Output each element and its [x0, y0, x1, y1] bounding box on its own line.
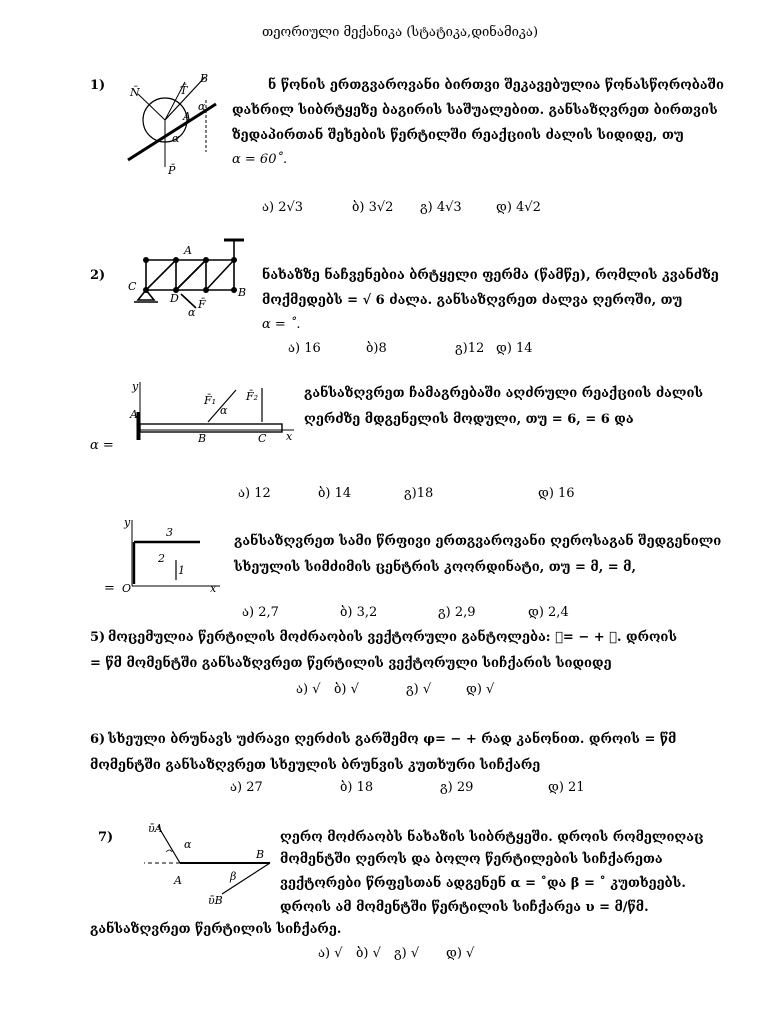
label-T: T̄ — [180, 84, 188, 97]
label-alpha: α — [220, 404, 228, 417]
answer-option[interactable]: ა) 12 — [238, 486, 271, 501]
answer-option[interactable]: დ) √ — [466, 682, 495, 697]
label-P: P̄ — [168, 164, 176, 177]
problem-2-figure — [126, 232, 256, 320]
label-1: 1 — [178, 564, 185, 577]
answer-option[interactable]: გ) 2,9 — [438, 605, 476, 620]
problem-number: 2) — [90, 268, 106, 283]
answer-option[interactable]: დ) 14 — [496, 341, 533, 356]
answer-option[interactable]: დ) 2,4 — [528, 605, 569, 620]
label-vB: ῡB — [208, 894, 223, 907]
answer-option[interactable]: გ) 4√3 — [420, 200, 462, 215]
problem-3-figure — [128, 380, 298, 450]
label-F: F̄ — [198, 298, 206, 311]
answer-option[interactable]: ბ) √ — [356, 946, 381, 961]
problem-7-line: ვექტორები წრფესთან ადგენენ α = ˚და β = ˚ კუთხეებს. — [280, 876, 686, 891]
problem-4-line: სხეულის სიმძიმის ცენტრის კოორდინატი, თუ = მ, = მ, — [234, 560, 637, 575]
problem-5-line: = წმ მომენტში განსაზღვრეთ წერტილის ვექტორული სიჩქარის სიდიდე — [90, 656, 612, 671]
label-D: D — [170, 292, 179, 305]
label-B: B — [200, 72, 209, 85]
problem-2-line: მოქმედებს = √ 6 ძალა. განსაზღვრეთ ძალვა ღეროში, თუ — [262, 293, 683, 308]
problem-number: 1) — [90, 78, 106, 93]
label-C: C — [128, 280, 137, 293]
problem-1-figure — [120, 72, 220, 182]
label-A: A — [184, 244, 192, 257]
problem-1-line: ნ წონის ერთგვაროვანი ბირთვი შეკავებულია წონასწორობაში — [268, 78, 724, 93]
problem-1-line: ზედაპირთან შეხების წერტილში რეაქციის ძალის სიდიდე, თუ — [232, 128, 684, 143]
label-B: B — [238, 286, 247, 299]
page-title: თეორიული მექანიკა (სტატიკა,დინამიკა) — [262, 25, 539, 40]
label-B: B — [256, 848, 265, 861]
label-alpha: α — [172, 132, 180, 145]
problem-2-line: α = ˚. — [262, 317, 301, 332]
label-2: 2 — [158, 552, 165, 565]
problem-7-figure — [140, 818, 280, 918]
answer-option[interactable]: ბ) 18 — [340, 780, 374, 795]
answer-option[interactable]: ა) √ — [318, 946, 343, 961]
problem-6-line: სხეული ბრუნავს უძრავი ღერძის გარშემო φ= − + რად კანონით. დროის = წმ — [108, 732, 677, 747]
problem-1-line: α = 60˚. — [232, 152, 288, 167]
answer-option[interactable]: გ)12 — [455, 341, 485, 356]
label-alpha: α — [188, 306, 196, 319]
problem-7-line: მომენტში ღეროს და ბოლო წერტილების სიჩქარეთა — [280, 852, 663, 867]
label-A: A — [174, 874, 182, 887]
answer-option[interactable]: დ) 16 — [538, 486, 575, 501]
answer-option[interactable]: ბ) √ — [334, 682, 359, 697]
problem-7-line: ღერო მოძრაობს ნახაზის სიბრტყეში. დროის რომელიღაც — [280, 830, 704, 845]
answer-option[interactable]: ა) 2√3 — [262, 200, 304, 215]
label-vA: ῡA — [148, 822, 163, 835]
answer-option[interactable]: გ) 29 — [440, 780, 474, 795]
problem-6-line: 6) — [90, 732, 106, 747]
label-beta: β — [230, 870, 237, 883]
problem-4-figure — [120, 514, 230, 594]
answer-option[interactable]: ა) 16 — [288, 341, 321, 356]
label-x: x — [210, 582, 217, 595]
answer-option[interactable]: დ) 21 — [548, 780, 585, 795]
label-alpha: α — [198, 100, 206, 113]
label-B: B — [198, 432, 207, 445]
answer-option[interactable]: ბ)8 — [366, 341, 387, 356]
answer-option[interactable]: ბ) 3,2 — [340, 605, 378, 620]
label-alpha: α — [184, 838, 192, 851]
label-y: y — [124, 516, 131, 529]
label-C: C — [258, 432, 267, 445]
problem-5-line: მოცემულია წერტილის მოძრაობის ვექტორული განტოლება: ⃗= − + ⃗. დროის — [108, 630, 678, 645]
label-A: A — [130, 408, 138, 421]
answer-option[interactable]: ბ) 14 — [318, 486, 352, 501]
problem-2-line: ნახაზზე ნაჩვენებია ბრტყელი ფერმა (წამწე), რომლის კვანძზე — [262, 268, 719, 283]
label-A: A — [183, 110, 191, 123]
answer-option[interactable]: ა) 27 — [230, 780, 263, 795]
answer-option[interactable]: დ) 4√2 — [496, 200, 541, 215]
problem-3-line: განსაზღვრეთ ჩამაგრებაში აღძრული რეაქციის ძალის — [304, 386, 704, 401]
answer-option[interactable]: ა) 2,7 — [242, 605, 279, 620]
problem-3-line: α = — [90, 438, 114, 453]
label-3: 3 — [166, 526, 173, 539]
problem-7-line: განსაზღვრეთ წერტილის სიჩქარე. — [90, 922, 342, 937]
label-x: x — [286, 430, 293, 443]
label-F2: F̄₂ — [246, 390, 259, 403]
problem-4-line: = — [104, 581, 115, 596]
answer-option[interactable]: გ) √ — [406, 682, 432, 697]
answer-option[interactable]: დ) √ — [446, 946, 475, 961]
problem-7-line: დროის ამ მომენტში წერტილის სიჩქარეა υ = მ/წმ. — [280, 900, 649, 915]
answer-option[interactable]: გ) √ — [394, 946, 420, 961]
problem-4-line: განსაზღვრეთ სამი წრფივი ერთგვაროვანი ღეროსაგან შედგენილი — [234, 534, 722, 549]
label-O: O — [122, 582, 132, 595]
problem-1-line: დახრილ სიბრტყეზე ბაგირის საშუალებით. განსაზღვრეთ ბირთვის — [232, 103, 718, 118]
label-N: N̄ — [130, 86, 140, 99]
problem-5-line: 5) — [90, 630, 106, 645]
answer-option[interactable]: გ)18 — [404, 486, 434, 501]
problem-3-line: ღერძზე მდგენელის მოდული, თუ = 6, = 6 და — [304, 412, 634, 427]
label-y: y — [132, 380, 139, 393]
answer-option[interactable]: ა) √ — [296, 682, 321, 697]
answer-option[interactable]: ბ) 3√2 — [352, 200, 394, 215]
problem-number: 7) — [98, 830, 114, 845]
label-F1: F̄₁ — [204, 394, 217, 407]
problem-6-line: მომენტში განსაზღვრეთ სხეულის ბრუნვის კუთხური სიჩქარე — [90, 758, 541, 773]
